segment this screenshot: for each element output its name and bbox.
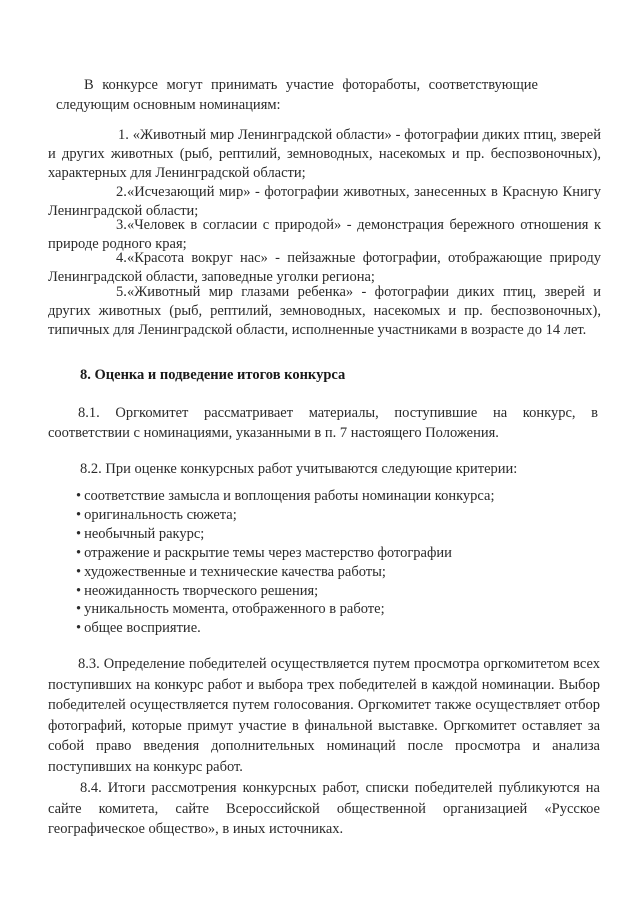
- nomination-text: «Животный мир глазами ребенка» - фотографии диких птиц, зверей и других животных (рыб, рептилий, земноводных, насекомых и пр. беспозвоночных), типичных для Ленинградской области, исполненные участниками в возрасте до 14 лет.: [48, 284, 601, 338]
- list-item: • уникальность момента, отображенного в работе;: [76, 600, 495, 619]
- nomination-number: 5.: [116, 284, 127, 300]
- criteria-list: [76, 487, 495, 638]
- list-item: • отражение и раскрытие темы через мастерство фотографии: [76, 544, 495, 563]
- nomination-text: «Красота вокруг нас» - пейзажные фотографии, отображающие природу Ленинградской области, заповедные уголки региона;: [48, 250, 601, 285]
- nomination-5: [48, 283, 601, 340]
- nomination-number: 3.: [116, 217, 127, 233]
- paragraph-8-3: 8.3. Определение победителей осуществляется путем просмотра оргкомитетом всех поступивших на конкурс работ и выбора трех победителей в каждой номинации. Выбор победителей осуществляется путем голосования. Оргкомитет также осуществляет отбор фотографий, которые примут участие в финальной выставке. Оргкомитет оставляет за собой право введения дополнительных номинаций после просмотра и анализа поступивших на конкурс работ.: [48, 656, 600, 775]
- nomination-4: [48, 249, 601, 287]
- list-item: • общее восприятие.: [76, 619, 495, 638]
- intro-paragraph: В конкурсе могут принимать участие фотоработы, соответствующие следующим основным номинациям:: [56, 77, 538, 113]
- nomination-number: 1.: [118, 127, 129, 143]
- list-item: • соответствие замысла и воплощения работы номинации конкурса;: [76, 487, 495, 506]
- nomination-text: «Исчезающий мир» - фотографии животных, занесенных в Красную Книгу Ленинградской области;: [48, 184, 601, 219]
- list-item: • необычный ракурс;: [76, 525, 495, 544]
- paragraph-8-1: 8.1. Оргкомитет рассматривает материалы, поступившие на конкурс, в соответствии с номинациями, указанными в п. 7 настоящего Положения.: [48, 405, 598, 441]
- nomination-1: [48, 126, 601, 183]
- nomination-number: 2.: [116, 184, 127, 200]
- nomination-number: 4.: [116, 250, 127, 266]
- paragraph-8-2: 8.2. При оценке конкурсных работ учитываются следующие критерии:: [80, 461, 518, 477]
- section-heading: 8. Оценка и подведение итогов конкурса: [80, 367, 346, 383]
- list-item: • неожиданность творческого решения;: [76, 582, 495, 601]
- paragraph-8-4: 8.4. Итоги рассмотрения конкурсных работ, списки победителей публикуются на сайте комитета, сайте Всероссийской общественной организацией «Русское географическое общество», в иных источниках.: [48, 780, 600, 837]
- list-item: • оригинальность сюжета;: [76, 506, 495, 525]
- list-item: • художественные и технические качества работы;: [76, 563, 495, 582]
- nomination-text: «Животный мир Ленинградской области» - фотографии диких птиц, зверей и других животных (рыб, рептилий, земноводных, насекомых и пр. беспозвоночных), характерных для Ленинградской области;: [48, 127, 601, 181]
- nomination-text: «Человек в согласии с природой» - демонстрация бережного отношения к природе родного края;: [48, 217, 601, 252]
